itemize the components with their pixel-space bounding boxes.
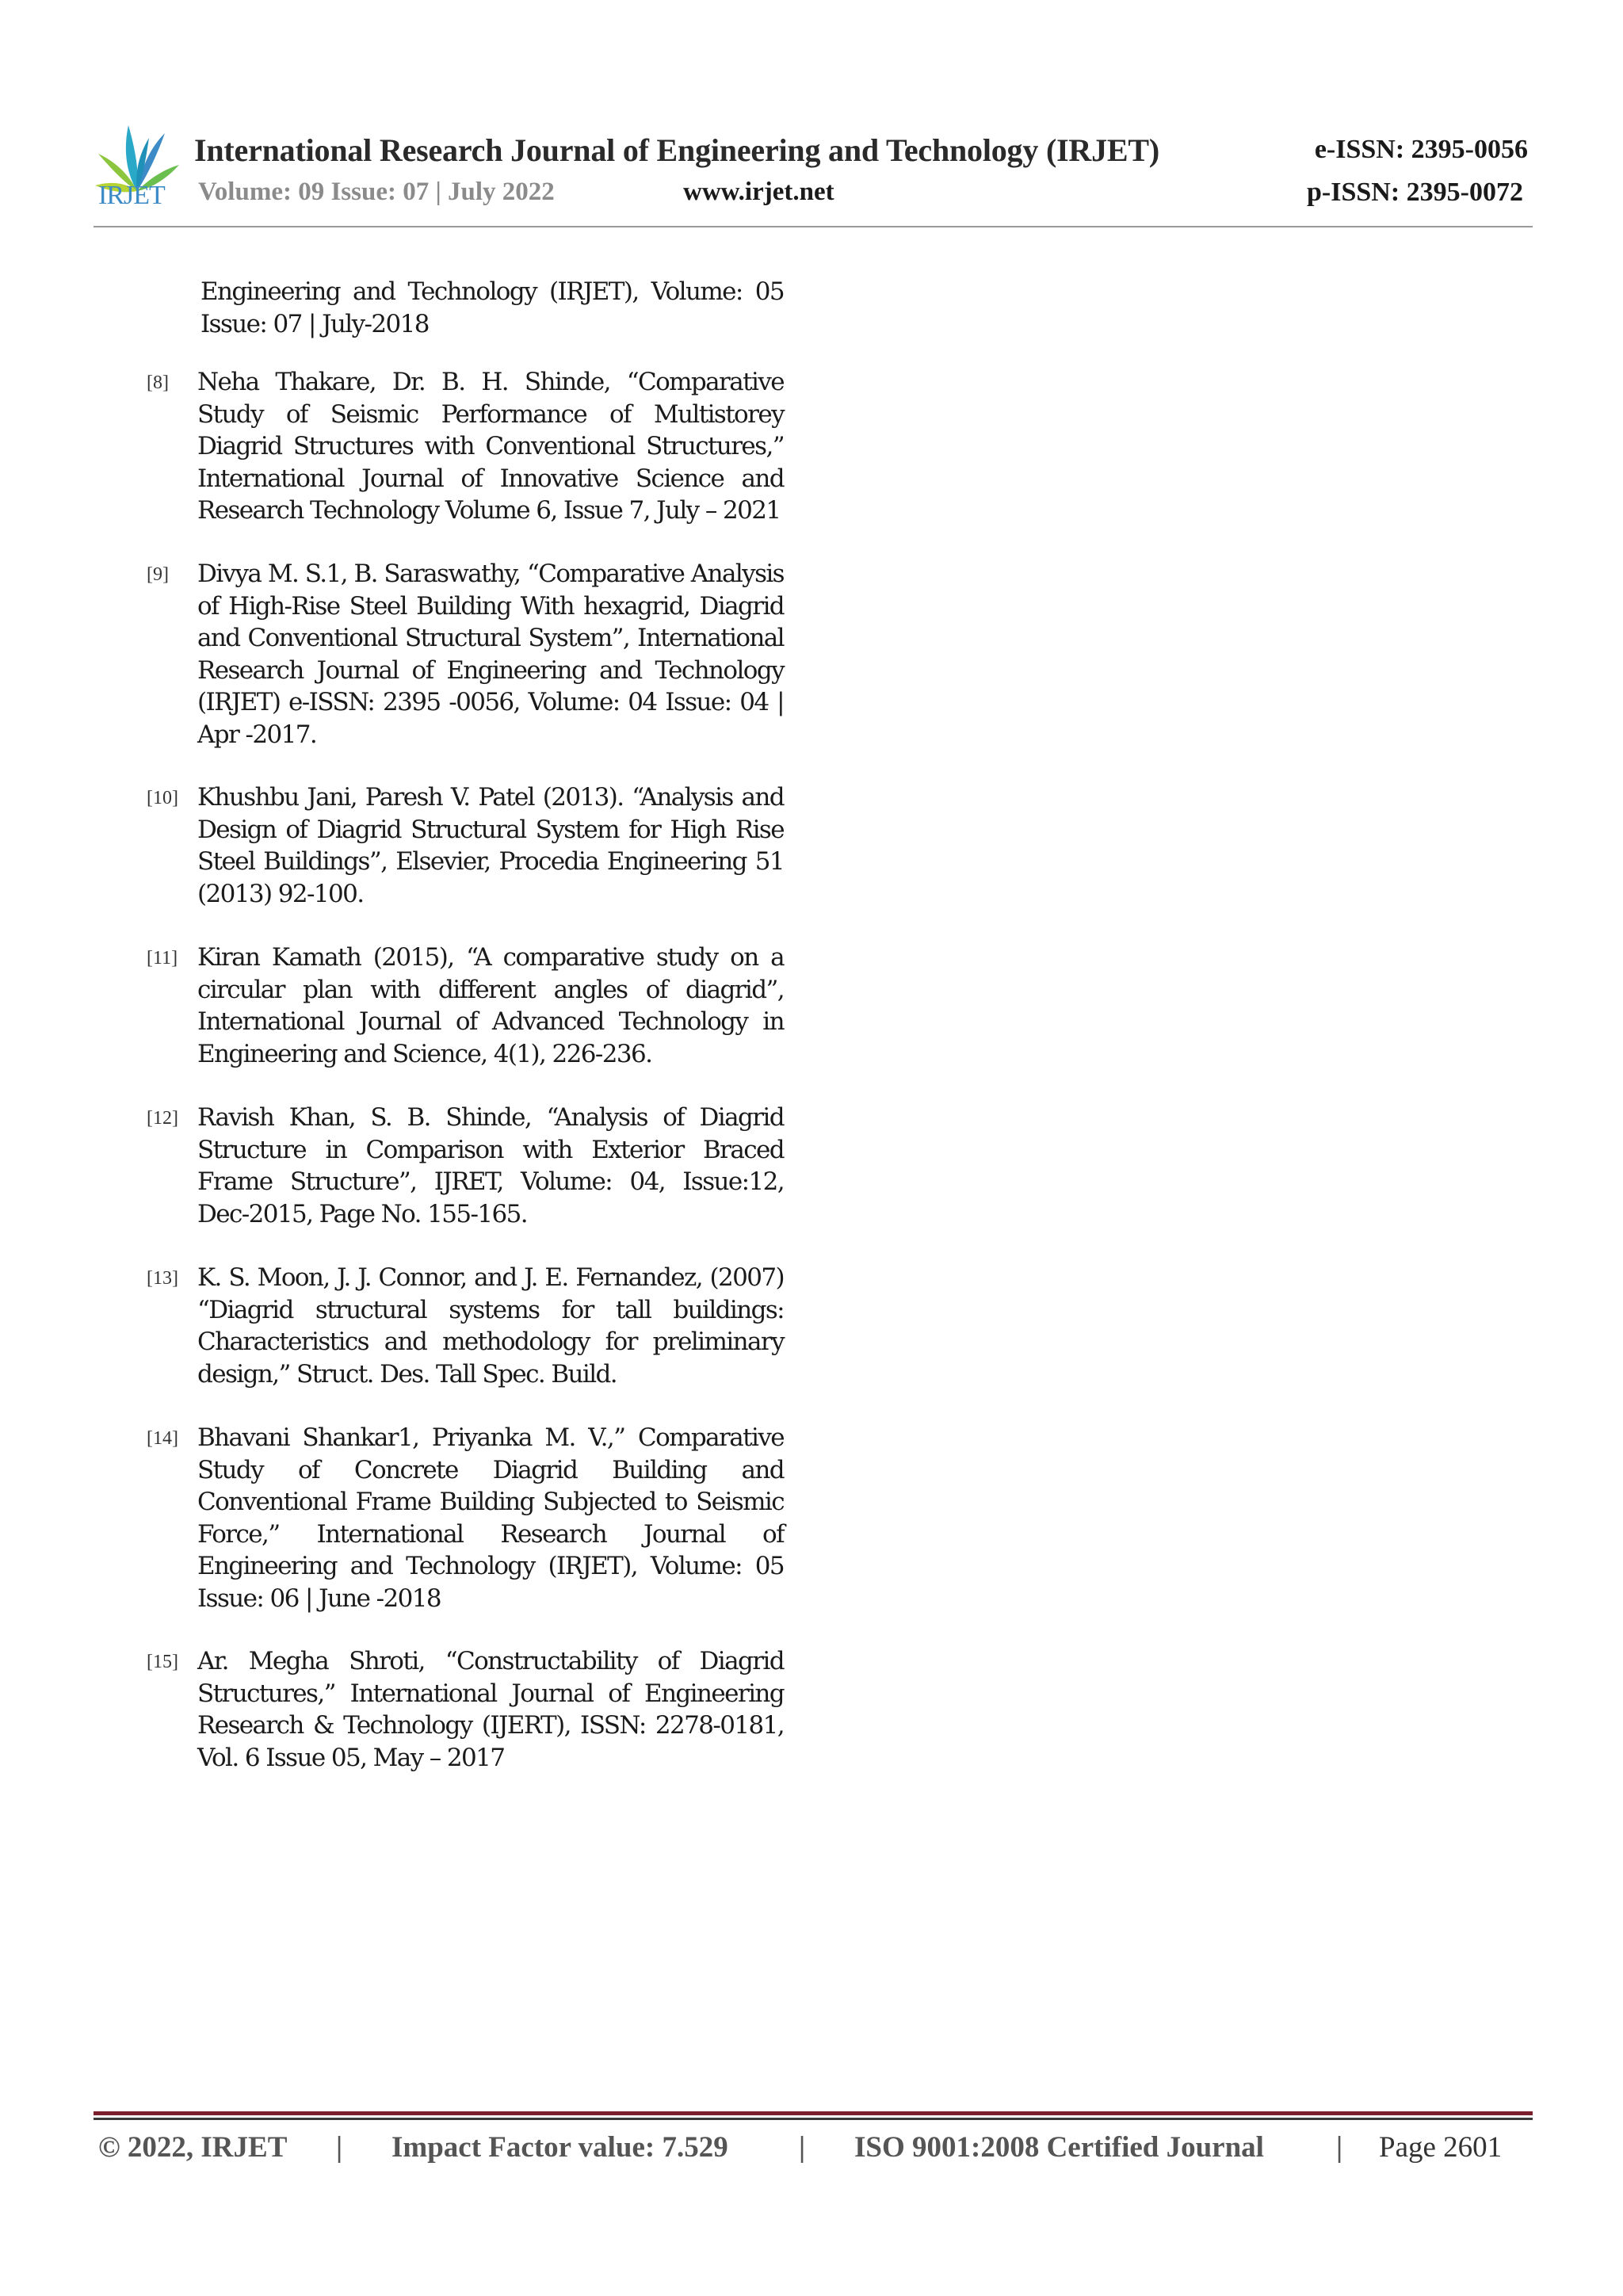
reference-text: Khushbu Jani, Paresh V. Patel (2013). “Analysis and Design of Diagrid Structural System for High Rise Steel Buildings”, Elsevier, Procedia Engineering 51 (2013) 92-100. — [197, 783, 784, 908]
reference-text: Ar. Megha Shroti, “Constructability of Diagrid Structures,” International Journal of Engineering Research & Technology (IJERT), ISSN: 2278-0181, Vol. 6 Issue 05, May – 2017 — [197, 1647, 784, 1772]
reference-text: Neha Thakare, Dr. B. H. Shinde, “Comparative Study of Seismic Performance of Multistorey Diagrid Structures with Conventional Structures,” International Journal of Innovative Science and Research Technology Volume 6, Issue 7, July – 2021 — [197, 368, 784, 525]
website-link[interactable]: www.irjet.net — [683, 178, 834, 206]
copyright: © 2022, IRJET — [98, 2131, 288, 2164]
reference-number: [10] — [147, 788, 178, 808]
impact-factor: Impact Factor value: 7.529 — [391, 2131, 728, 2164]
reference-number: [9] — [147, 564, 169, 585]
footer-divider — [94, 2118, 1533, 2120]
reference-text: Divya M. S.1, B. Saraswathy, “Comparative Analysis of High-Rise Steel Building With hexagrid, Diagrid and Conventional Structural System”, International Research Journal of Engineering and Technology (IRJET) e-ISSN: 2395 -0056, Volume: 04 Issue: 04 | Apr -2017. — [197, 560, 784, 749]
footer-divider-accent — [94, 2111, 1533, 2115]
volume-issue: Volume: 09 Issue: 07 | July 2022 — [198, 178, 555, 206]
reference-number: [14] — [147, 1428, 178, 1449]
page-number: Page 2601 — [1379, 2131, 1503, 2164]
reference-continuation: Engineering and Technology (IRJET), Volume: 05 Issue: 07 | July-2018 — [200, 277, 784, 338]
header-divider — [94, 226, 1533, 227]
reference-number: [8] — [147, 372, 169, 393]
footer-separator: | — [799, 2131, 806, 2164]
footer-separator: | — [1336, 2131, 1343, 2164]
reference-text: K. S. Moon, J. J. Connor, and J. E. Fernandez, (2007) “Diagrid structural systems for tall buildings: Characteristics and methodology for preliminary design,” Struct. Des. Tall Spec. Build. — [197, 1263, 784, 1389]
iso-certification: ISO 9001:2008 Certified Journal — [854, 2131, 1264, 2164]
reference-number: [13] — [147, 1268, 178, 1289]
reference-number: [11] — [147, 948, 178, 968]
reference-text: Ravish Khan, S. B. Shinde, “Analysis of Diagrid Structure in Comparison with Exterior Braced Frame Structure”, IJRET, Volume: 04, Issue:12, Dec-2015, Page No. 155-165. — [197, 1103, 784, 1228]
reference-text: Kiran Kamath (2015), “A comparative study on a circular plan with different angles of diagrid”, International Journal of Advanced Technology in Engineering and Science, 4(1), 226-236. — [197, 943, 784, 1068]
reference-number: [15] — [147, 1652, 178, 1672]
page-header — [0, 0, 1623, 238]
page-footer — [0, 2130, 1623, 2170]
pissn: p-ISSN: 2395-0072 — [1307, 178, 1523, 207]
footer-separator: | — [336, 2131, 343, 2164]
journal-title: International Research Journal of Engineering and Technology (IRJET) — [194, 132, 1160, 168]
eissn: e-ISSN: 2395-0056 — [1314, 135, 1528, 164]
reference-number: [12] — [147, 1108, 178, 1129]
reference-text: Bhavani Shankar1, Priyanka M. V.,” Comparative Study of Concrete Diagrid Building and Conventional Frame Building Subjected to Seismic Force,” International Research Journal of Engineering and Technology (IRJET), Volume: 05 Issue: 06 | June -2018 — [197, 1423, 784, 1613]
logo-wordmark: IRJET — [98, 181, 165, 210]
